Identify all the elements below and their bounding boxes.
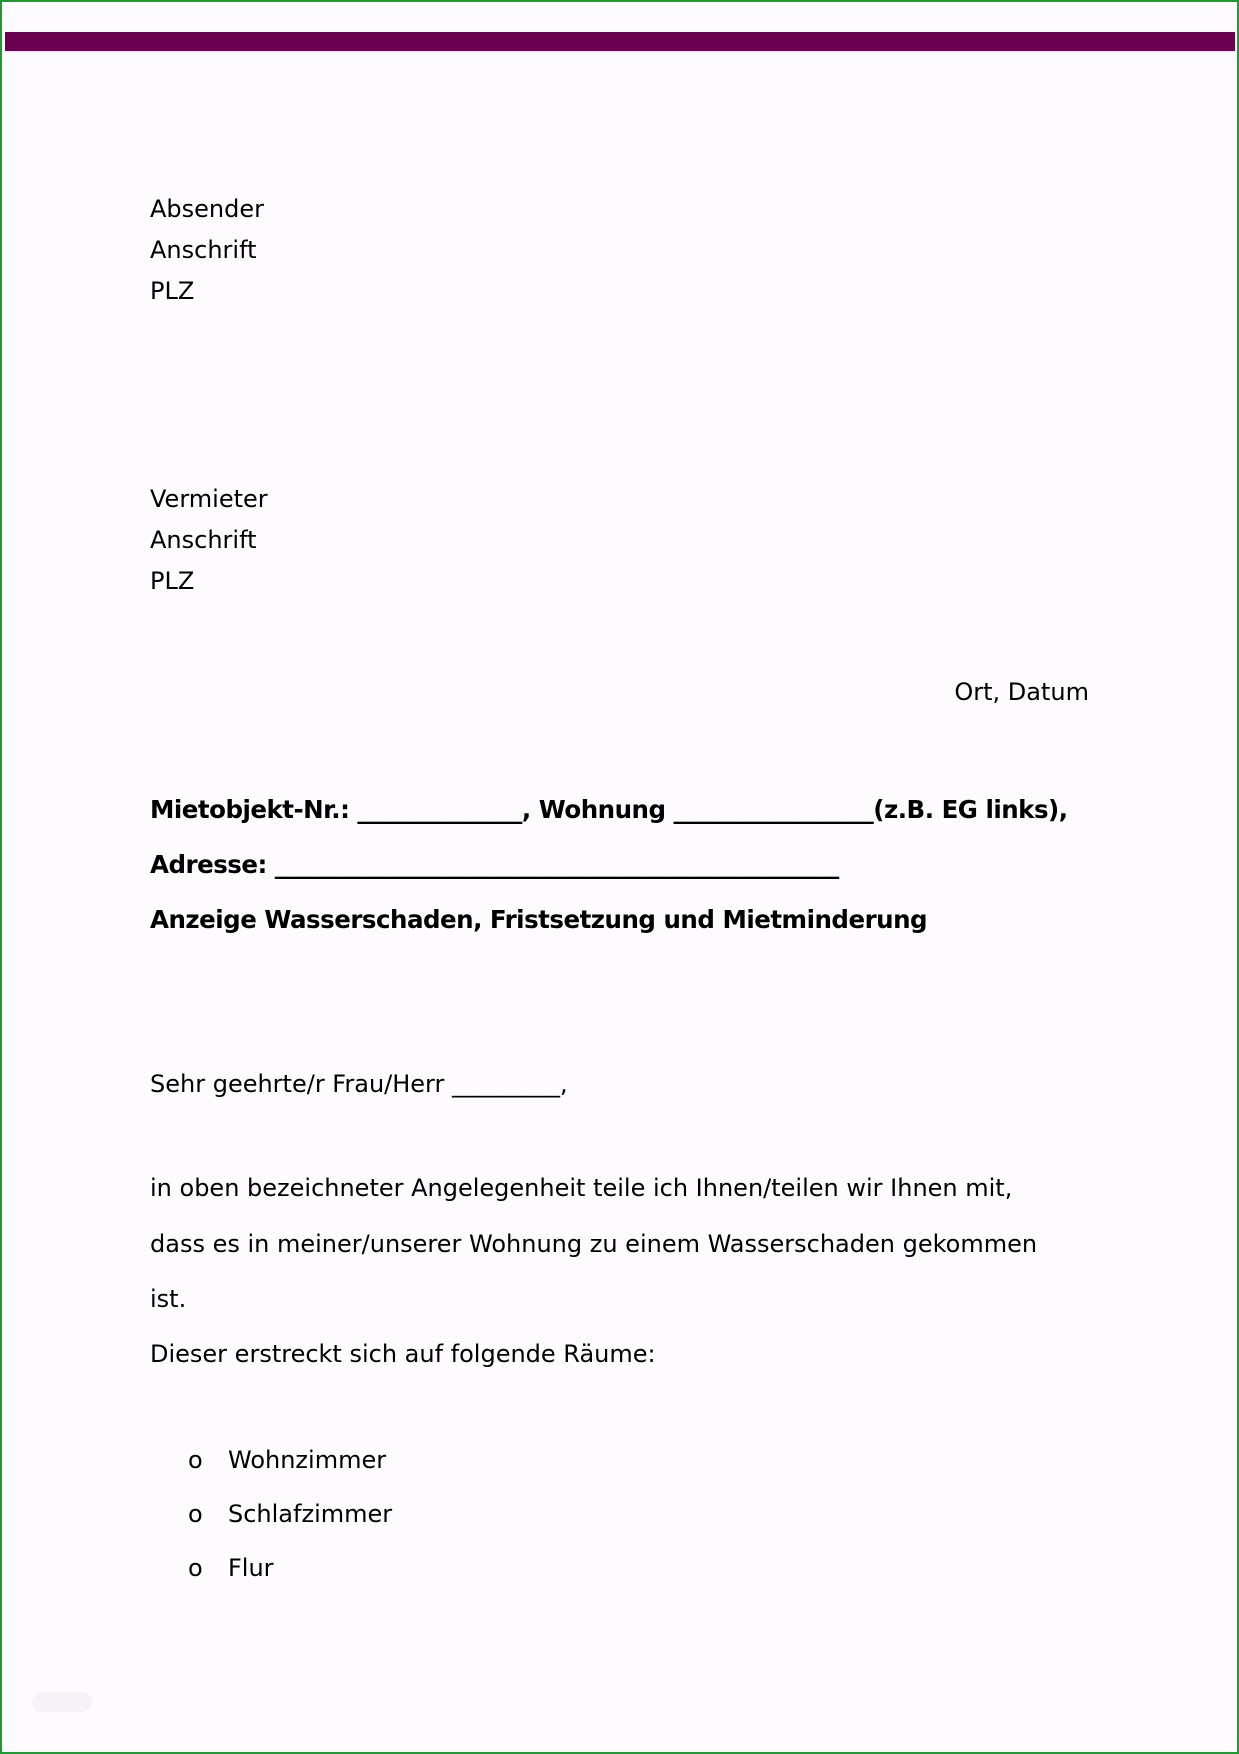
subject-title: Anzeige Wasserschaden, Fristsetzung und Mietminderung (150, 905, 928, 934)
list-item (188, 1445, 386, 1475)
recipient-name: Vermieter (150, 485, 268, 513)
sender-name: Absender (150, 195, 264, 223)
body-line-2: dass es in meiner/unserer Wohnung zu einem Wasserschaden gekommen (150, 1230, 1038, 1258)
list-item (188, 1499, 392, 1529)
sender-address: Anschrift (150, 236, 257, 264)
room-label: Wohnzimmer (228, 1446, 387, 1474)
bullet-icon: o (188, 1446, 203, 1474)
place-date: Ort, Datum (954, 678, 1089, 706)
recipient-address: Anschrift (150, 526, 257, 554)
room-label: Schlafzimmer (228, 1500, 393, 1528)
sender-zip: PLZ (150, 277, 195, 305)
bullet-icon: o (188, 1554, 203, 1582)
body-line-1: in oben bezeichneter Angelegenheit teile ich Ihnen/teilen wir Ihnen mit, (150, 1174, 1013, 1202)
body-line-3: ist. (150, 1285, 187, 1313)
subject-address-line: Adresse: ________________________________________________ (150, 850, 839, 879)
subject-object-line: Mietobjekt-Nr.: ______________, Wohnung _________________(z.B. EG links), (150, 795, 1068, 824)
body-rooms-intro: Dieser erstreckt sich auf folgende Räume: (150, 1340, 656, 1368)
recipient-zip: PLZ (150, 567, 195, 595)
salutation: Sehr geehrte/r Frau/Herr _________, (150, 1070, 568, 1098)
header-accent-bar (5, 32, 1235, 51)
watermark (32, 1692, 92, 1712)
list-item (188, 1553, 274, 1583)
bullet-icon: o (188, 1500, 203, 1528)
room-label: Flur (228, 1554, 274, 1582)
